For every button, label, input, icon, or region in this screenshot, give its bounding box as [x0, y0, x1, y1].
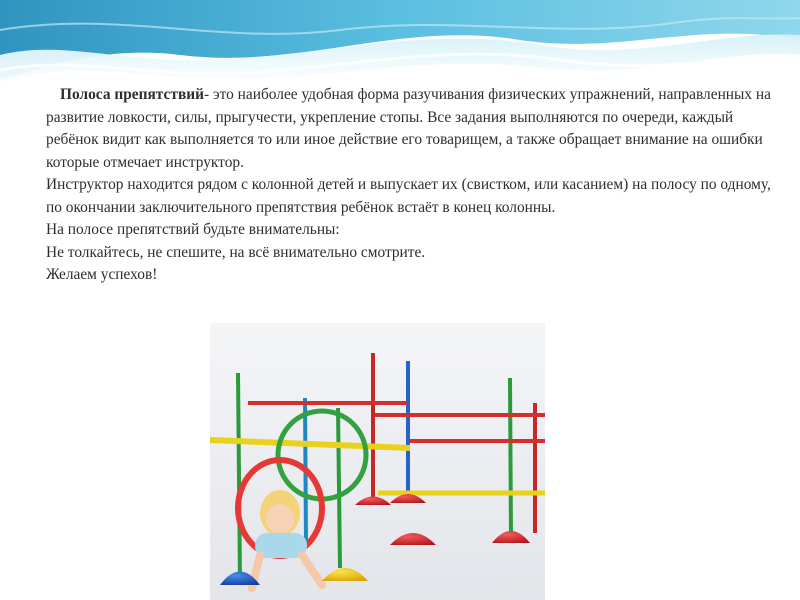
wave-header-decoration [0, 0, 800, 95]
paragraph-text: - это наиболее удобная форма разучивания физических упражнений, направленных на развитие ловкости, силы, прыгучести, укрепление стопы. Все задания выполняются по очереди, каждый ребёнок видит как выполняется то или иное действие его товарищем, а также обращает внимание на ошибки которые отмечает инструктор. [46, 86, 771, 171]
instructor-line: Инструктор находится рядом с колонной детей и выпускает их (свистком, или касанием) на полосу по одному, по окончании заключительного препятствия ребёнок встаёт в конец колонны. [46, 176, 771, 216]
main-text [46, 84, 774, 287]
attention-line: На полосе препятствий будьте внимательны: [46, 221, 340, 238]
obstacle-course-photo [210, 323, 545, 600]
wishes-line: Желаем успехов! [46, 266, 158, 283]
intro-paragraph [46, 84, 774, 174]
rules-line: Не толкайтесь, не спешите, на всё внимательно смотрите. [46, 243, 426, 261]
paragraph-title: Полоса препятствий [60, 86, 204, 103]
